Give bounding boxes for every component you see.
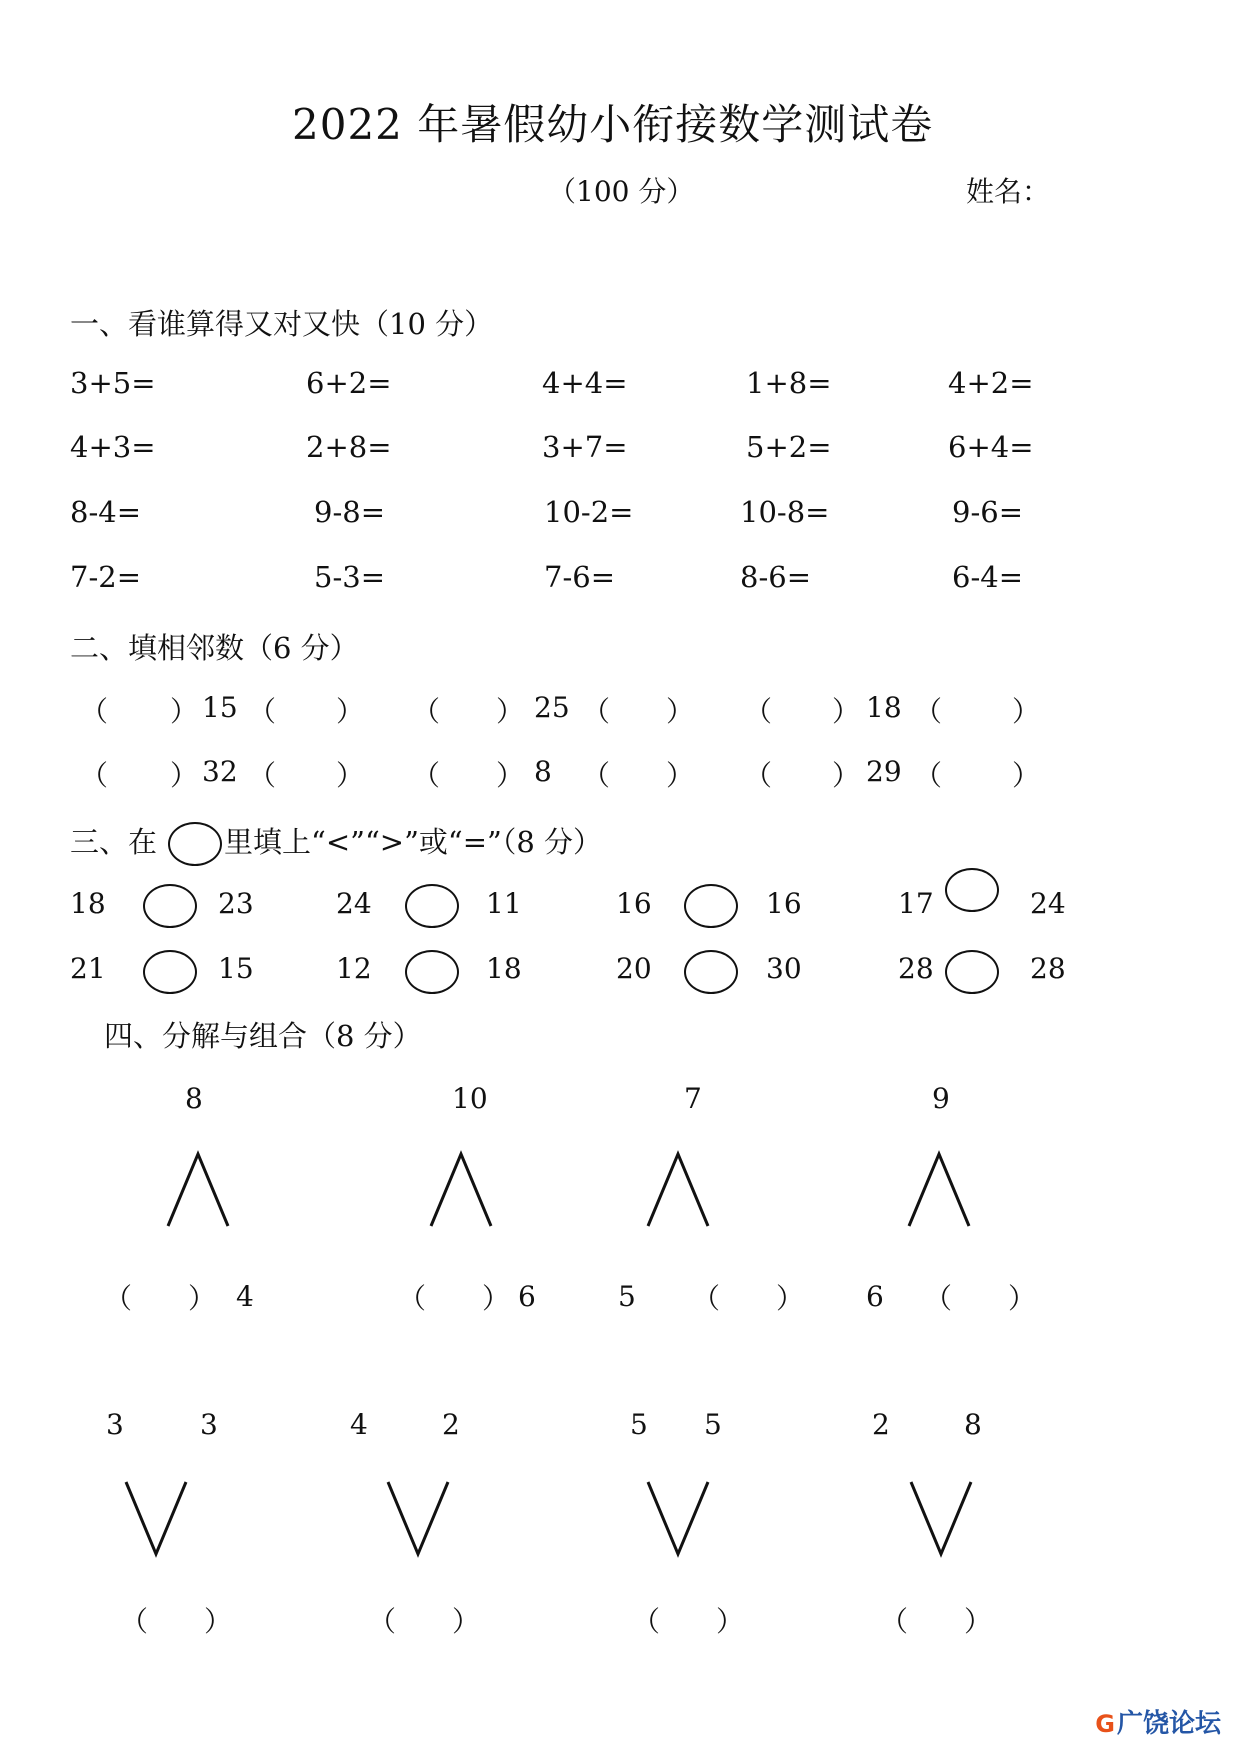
equation: 7-2= <box>70 560 141 594</box>
paren-close: ） <box>666 759 695 792</box>
paren-open: （ <box>248 695 277 728</box>
compare-circle-icon <box>168 822 222 866</box>
equation: 8-4= <box>70 495 141 529</box>
compare-left: 21 <box>70 952 106 985</box>
compare-right: 24 <box>1030 887 1066 920</box>
combine-a: 5 <box>630 1408 648 1441</box>
paren-open: （ <box>744 759 773 792</box>
center-number: 32 <box>202 755 238 788</box>
combine-b: 3 <box>200 1408 218 1441</box>
equation: 6+4= <box>948 430 1034 464</box>
split-top: 7 <box>684 1082 702 1115</box>
paren-open: （ <box>412 759 441 792</box>
compare-left: 20 <box>616 952 652 985</box>
paren-open: （ <box>80 695 109 728</box>
equation: 4+3= <box>70 430 156 464</box>
section4-heading: 四、分解与组合（8 分） <box>104 1019 422 1053</box>
split-right: 4 <box>236 1280 254 1313</box>
combine-vee-icon <box>118 1478 194 1558</box>
equation: 2+8= <box>306 430 392 464</box>
paren-open: （ <box>914 759 943 792</box>
combine-b: 2 <box>442 1408 460 1441</box>
center-number: 29 <box>866 755 902 788</box>
section3-heading-b: 里填上“<”“>”或“=”（8 分） <box>224 825 603 859</box>
equation: 4+2= <box>948 366 1034 400</box>
paren-close: ） <box>1012 759 1041 792</box>
equation: 10-2= <box>544 495 634 529</box>
split-caret-icon <box>640 1150 716 1230</box>
equation: 9-6= <box>952 495 1023 529</box>
compare-blank[interactable] <box>143 884 197 928</box>
compare-right: 16 <box>766 887 802 920</box>
center-number: 8 <box>534 755 552 788</box>
combine-vee-icon <box>380 1478 456 1558</box>
compare-left: 16 <box>616 887 652 920</box>
equation: 6-4= <box>952 560 1023 594</box>
name-label: 姓名： <box>966 175 1051 208</box>
split-caret-icon <box>423 1150 499 1230</box>
combine-a: 3 <box>106 1408 124 1441</box>
split-top: 9 <box>932 1082 950 1115</box>
compare-blank[interactable] <box>684 950 738 994</box>
watermark-logo-icon: G <box>1095 1710 1115 1738</box>
split-left: 5 <box>618 1280 636 1313</box>
split-right: （ ） <box>924 1282 1037 1315</box>
paren-close: ） <box>496 759 525 792</box>
split-left: （ ） <box>104 1282 217 1315</box>
paren-open: （ <box>248 759 277 792</box>
compare-left: 17 <box>898 887 934 920</box>
compare-blank[interactable] <box>405 950 459 994</box>
equation: 5-3= <box>314 560 385 594</box>
paren-open: （ <box>582 695 611 728</box>
paren-close: ） <box>832 759 861 792</box>
equation: 1+8= <box>746 366 832 400</box>
paren-close: ） <box>336 695 365 728</box>
compare-left: 24 <box>336 887 372 920</box>
equation: 10-8= <box>740 495 830 529</box>
compare-left: 12 <box>336 952 372 985</box>
compare-blank[interactable] <box>945 868 999 912</box>
equation: 4+4= <box>542 366 628 400</box>
compare-blank[interactable] <box>945 950 999 994</box>
combine-a: 4 <box>350 1408 368 1441</box>
paren-open: （ <box>582 759 611 792</box>
paren-close: ） <box>170 695 199 728</box>
paren-close: ） <box>832 695 861 728</box>
compare-right: 23 <box>218 887 254 920</box>
split-left: 6 <box>866 1280 884 1313</box>
compare-blank[interactable] <box>143 950 197 994</box>
compare-right: 11 <box>486 887 522 920</box>
equation: 8-6= <box>740 560 811 594</box>
paren-open: （ <box>914 695 943 728</box>
compare-right: 15 <box>218 952 254 985</box>
section3-heading-a: 三、在 <box>70 825 158 859</box>
forum-watermark <box>1095 1703 1221 1740</box>
split-left: （ ） <box>398 1282 511 1315</box>
paren-open: （ <box>744 695 773 728</box>
split-top: 8 <box>185 1082 203 1115</box>
paren-close: ） <box>1012 695 1041 728</box>
center-number: 15 <box>202 691 238 724</box>
compare-blank[interactable] <box>405 884 459 928</box>
equation: 3+5= <box>70 366 156 400</box>
split-right: 6 <box>518 1280 536 1313</box>
combine-bottom: （ ） <box>632 1605 745 1638</box>
paren-close: ） <box>496 695 525 728</box>
equation: 9-8= <box>314 495 385 529</box>
page-title: 2022 年暑假幼小衔接数学测试卷 <box>292 100 934 149</box>
split-caret-icon <box>901 1150 977 1230</box>
combine-bottom: （ ） <box>880 1605 993 1638</box>
score-note: （100 分） <box>548 175 695 208</box>
compare-right: 30 <box>766 952 802 985</box>
equation: 6+2= <box>306 366 392 400</box>
equation: 5+2= <box>746 430 832 464</box>
split-top: 10 <box>452 1082 488 1115</box>
compare-left: 18 <box>70 887 106 920</box>
combine-b: 5 <box>704 1408 722 1441</box>
section2-heading: 二、填相邻数（6 分） <box>70 631 359 665</box>
compare-right: 18 <box>486 952 522 985</box>
center-number: 25 <box>534 691 570 724</box>
center-number: 18 <box>866 691 902 724</box>
compare-right: 28 <box>1030 952 1066 985</box>
combine-a: 2 <box>872 1408 890 1441</box>
watermark-text: 广饶论坛 <box>1116 1709 1221 1739</box>
paren-close: ） <box>170 759 199 792</box>
paren-close: ） <box>666 695 695 728</box>
compare-left: 28 <box>898 952 934 985</box>
section1-heading: 一、看谁算得又对又快（10 分） <box>70 307 494 341</box>
compare-blank[interactable] <box>684 884 738 928</box>
split-right: （ ） <box>692 1282 805 1315</box>
split-caret-icon <box>160 1150 236 1230</box>
paren-close: ） <box>336 759 365 792</box>
combine-bottom: （ ） <box>368 1605 481 1638</box>
combine-vee-icon <box>640 1478 716 1558</box>
combine-b: 8 <box>964 1408 982 1441</box>
paren-open: （ <box>80 759 109 792</box>
combine-vee-icon <box>903 1478 979 1558</box>
paren-open: （ <box>412 695 441 728</box>
equation: 3+7= <box>542 430 628 464</box>
equation: 7-6= <box>544 560 615 594</box>
combine-bottom: （ ） <box>120 1605 233 1638</box>
